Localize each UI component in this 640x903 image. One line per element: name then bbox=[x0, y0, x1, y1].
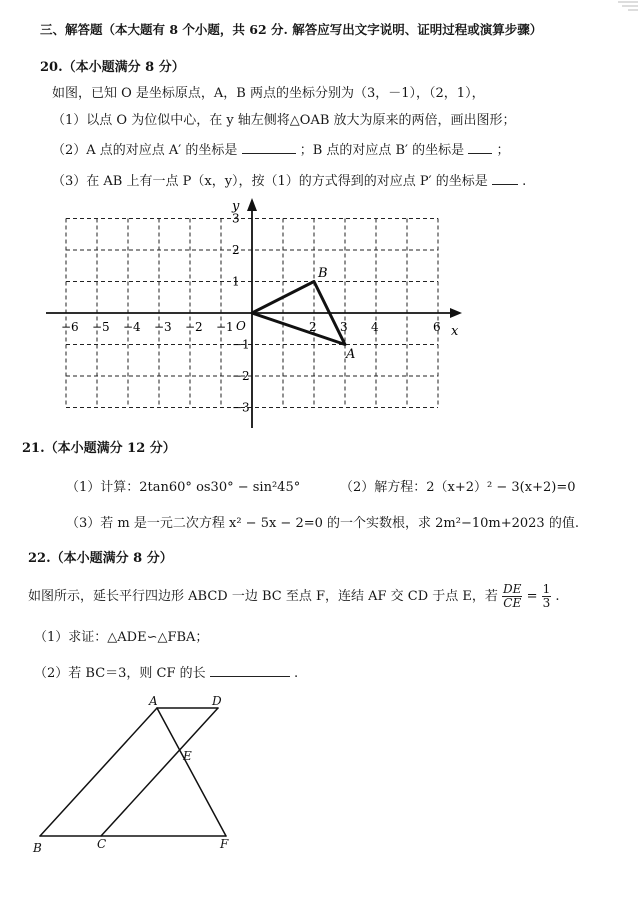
y-tick-label: −2 bbox=[232, 369, 250, 383]
segment-ab bbox=[40, 708, 157, 836]
x-tick-label: 4 bbox=[371, 320, 379, 334]
answer-blank-cf[interactable] bbox=[210, 664, 290, 677]
fraction-value-den: 3 bbox=[542, 596, 551, 610]
equals-sign: = bbox=[526, 589, 538, 604]
q22-part1: （1）求证：△ADE∽△FBA； bbox=[34, 630, 209, 645]
fraction-de: DE bbox=[503, 582, 522, 596]
y-tick-label: 3 bbox=[232, 211, 240, 226]
q22-intro-text: 如图所示，延长平行四边形 ABCD 一边 BC 至点 F，连结 AF 交 CD 于点 E，若 bbox=[28, 589, 498, 604]
y-tick-label: −3 bbox=[232, 400, 250, 415]
q21-part1: （1）计算：2tan60° os30° − sin²45° bbox=[66, 480, 301, 495]
y-tick-label: −1 bbox=[232, 337, 250, 352]
label-a: A bbox=[149, 694, 158, 708]
x-axis-arrow bbox=[450, 308, 462, 318]
q22-intro bbox=[28, 582, 560, 616]
fraction-ce: CE bbox=[503, 596, 522, 610]
q20-part2-a: （2）A 点的对应点 A′ 的坐标是 bbox=[52, 143, 238, 158]
q22-part2 bbox=[34, 664, 298, 682]
x-tick-label: −3 bbox=[154, 320, 172, 334]
segment-af bbox=[157, 708, 226, 836]
q20-part2 bbox=[52, 141, 509, 159]
axes bbox=[46, 198, 462, 428]
corner-mark bbox=[616, 0, 640, 14]
y-axis-arrow bbox=[247, 198, 257, 211]
x-tick-label: −1 bbox=[216, 320, 234, 334]
answer-blank-p-prime[interactable] bbox=[492, 172, 518, 185]
label-d: D bbox=[212, 694, 222, 708]
x-tick-label: 6 bbox=[433, 320, 441, 334]
point-b-label: B bbox=[318, 266, 328, 281]
y-axis-label: y bbox=[232, 199, 240, 214]
triangle-oab bbox=[252, 282, 345, 345]
y-tick-label: 2 bbox=[232, 243, 240, 257]
segment-dc bbox=[101, 708, 218, 836]
q20-part1: （1）以点 O 为位似中心，在 y 轴左侧将△OAB 放大为原来的两倍，画出图形； bbox=[52, 113, 516, 128]
q20-part2-b: ；B 点的对应点 B′ 的坐标是 bbox=[299, 143, 465, 158]
answer-blank-b-prime[interactable] bbox=[468, 141, 492, 154]
q20-part3 bbox=[52, 172, 526, 190]
q20-title: 20.（本小题满分 8 分） bbox=[40, 60, 185, 75]
q22-part2-end: . bbox=[293, 666, 299, 681]
label-e: E bbox=[183, 749, 192, 763]
x-tick-label: 3 bbox=[340, 320, 348, 334]
q21-part2: （2）解方程：2（x+2）² − 3(x+2)=0 bbox=[340, 480, 576, 495]
q21-part3: （3）若 m 是一元二次方程 x² − 5x − 2=0 的一个实数根，求 2m²−10m+2023 的值. bbox=[66, 516, 579, 531]
fraction-value bbox=[542, 583, 552, 610]
q20-part2-end: ； bbox=[496, 143, 510, 158]
q20-intro: 如图，已知 O 是坐标原点，A，B 两点的坐标分别为（3，－1），（2，1）， bbox=[52, 86, 485, 101]
q22-title: 22.（本小题满分 8 分） bbox=[28, 551, 173, 566]
fraction-value-num: 1 bbox=[542, 582, 551, 596]
q20-part3-a: （3）在 AB 上有一点 P（x，y），按（1）的方式得到的对应点 P′ 的坐标是 bbox=[52, 174, 488, 189]
fraction-de-ce bbox=[502, 583, 522, 610]
x-tick-label: −5 bbox=[92, 320, 110, 334]
x-axis-label: x bbox=[451, 324, 459, 339]
grid-lines bbox=[66, 219, 438, 408]
x-tick-label: −2 bbox=[185, 320, 203, 334]
y-tick-label: 1 bbox=[232, 274, 240, 289]
label-f: F bbox=[220, 837, 229, 851]
q21-title: 21.（本小题满分 12 分） bbox=[22, 441, 176, 456]
q22-intro-end: . bbox=[555, 589, 560, 604]
x-tick-label: −4 bbox=[123, 320, 141, 334]
q22-part2-a: （2）若 BC＝3，则 CF 的长 bbox=[34, 666, 206, 681]
q20-part3-end: . bbox=[522, 174, 527, 189]
label-c: C bbox=[97, 837, 107, 851]
x-tick-label: −6 bbox=[61, 320, 79, 334]
answer-blank-a-prime[interactable] bbox=[242, 141, 296, 154]
section-header: 三、解答题（本大题有 8 个小题，共 62 分. 解答应写出文字说明、证明过程或演算步骤） bbox=[40, 22, 543, 37]
tick-labels bbox=[61, 212, 441, 415]
x-tick-label: 2 bbox=[309, 320, 317, 334]
origin-label: O bbox=[236, 319, 246, 333]
label-b: B bbox=[33, 841, 42, 855]
point-a-label: A bbox=[346, 347, 356, 362]
